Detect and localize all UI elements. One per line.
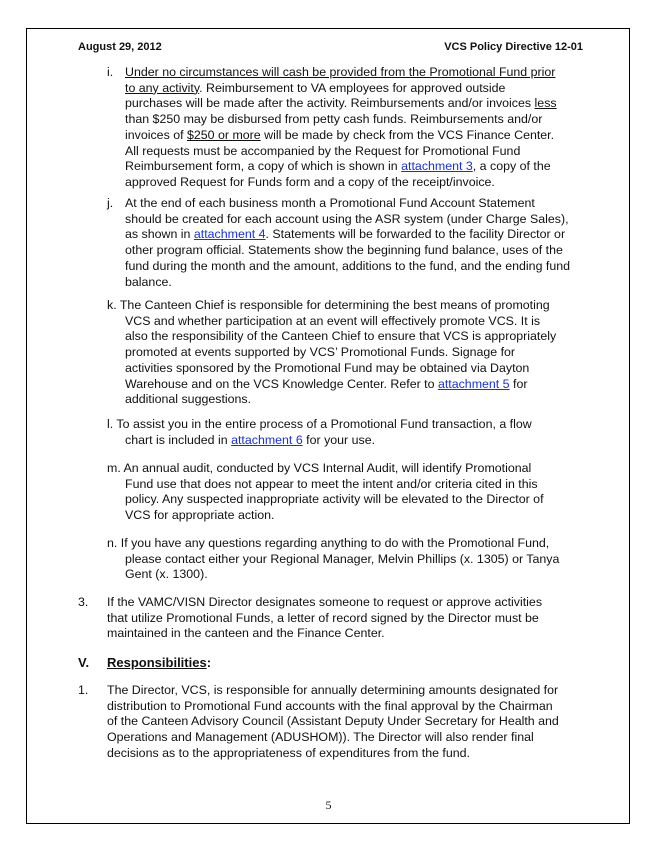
text-line: approved Request for Funds form and a copy of the receipt/invoice. (125, 174, 495, 189)
text-line: Fund use that does not appear to meet the intent and/or criteria cited in this (125, 476, 538, 491)
text-line: decisions as to the appropriateness of expenditures from the fund. (107, 745, 470, 760)
text-underlined: $250 or more (186, 127, 261, 142)
text-line: balance. (125, 274, 172, 289)
item-l (107, 417, 532, 448)
attachment-6-link[interactable]: attachment 6 (231, 432, 303, 447)
item-n (107, 536, 559, 583)
text-line: . Statements will be forwarded to the facility Director or (265, 227, 566, 242)
text-line: Reimbursement form, a copy of which is shown in (125, 159, 402, 174)
text-line: also the responsibility of the Canteen Chief to ensure that VCS is appropriately (125, 329, 557, 344)
text-line: Operations and Management (ADUSHOM)). The Director will also render final (107, 730, 534, 745)
section-v-title: Responsibilities (107, 655, 207, 670)
section-v-title-wrap (107, 655, 211, 670)
text-line: Warehouse and on the VCS Knowledge Center. Refer to (125, 376, 438, 391)
text-line: l. To assist you in the entire process of a Promotional Fund transaction, a flow (107, 417, 532, 431)
text-line: additional suggestions. (125, 392, 252, 407)
text-line: than $250 may be disbursed from petty cash funds. Reimbursements and/or (125, 112, 543, 127)
text-line: for your use. (302, 432, 376, 447)
text-line: distribution to Promotional Fund accounts with the final approval by the Chairman (107, 698, 553, 713)
text-line: promoted at events supported by VCS’ Promotional Funds. Signage for (125, 345, 516, 360)
text-line: At the end of each business month a Promotional Fund Account Statement (125, 196, 535, 210)
text-line: policy. Any suspected inappropriate activity will be elevated to the Director of (125, 492, 544, 507)
text-line: chart is included in (125, 432, 232, 447)
item-1-text (107, 683, 559, 762)
item-i-marker: i. (107, 65, 114, 79)
text-line: maintained in the canteen and the Finance Center. (107, 626, 385, 641)
item-j-text (125, 196, 570, 290)
item-k (107, 298, 556, 408)
text-line: invoices of (125, 127, 187, 142)
attachment-5-link[interactable]: attachment 5 (437, 376, 510, 391)
page-number: 5 (325, 798, 332, 812)
item-3-marker: 3. (78, 595, 89, 609)
text-underlined: to any activity (125, 80, 200, 95)
text-line: Gent (x. 1300). (125, 567, 208, 582)
text-underlined: less (534, 96, 557, 111)
item-j-marker: j. (107, 196, 114, 210)
text-line: other program official. Statements show the beginning fund balance, uses of the (125, 243, 563, 258)
item-i-text (125, 65, 557, 191)
text-line: The Director, VCS, is responsible for annually determining amounts designated for (107, 683, 559, 697)
item-1-marker: 1. (78, 683, 89, 697)
section-v-marker: V. (78, 655, 90, 670)
text-line: purchases will be made after the activity. Reimbursements and/or invoices (125, 96, 535, 111)
text-line: fund during the month and the amount, additions to the fund, and the ending fund (125, 258, 571, 273)
text-line: Under no circumstances will cash be provided from the Promotional Fund prior (125, 65, 556, 79)
text-line: for (509, 376, 528, 391)
text-line: should be created for each account using the ASR system (under Charge Sales), (125, 211, 569, 226)
header-directive: VCS Policy Directive 12-01 (444, 41, 583, 53)
text-line: VCS for appropriate action. (125, 508, 275, 523)
header-date: August 29, 2012 (78, 41, 162, 53)
text-line: , a copy of the (472, 159, 551, 174)
text-line: activities sponsored by the Promotional Fund may be obtained via Dayton (125, 360, 530, 375)
text-line: of the Canteen Advisory Council (Assistant Deputy Under Secretary for Health and (107, 714, 559, 729)
text-line: . Reimbursement to VA employees for approved outside (199, 80, 506, 95)
text-line: m. An annual audit, conducted by VCS Internal Audit, will identify Promotional (107, 461, 532, 475)
text-line: that utilize Promotional Funds, a letter of record signed by the Director must be (107, 610, 539, 625)
text-line: k. The Canteen Chief is responsible for determining the best means of promoting (107, 298, 550, 312)
text-line: as shown in (125, 227, 194, 242)
text-line: VCS and whether participation at an event will effectively promote VCS. It is (125, 313, 541, 328)
text-line: All requests must be accompanied by the Request for Promotional Fund (125, 143, 521, 158)
text-line: n. If you have any questions regarding anything to do with the Promotional Fund, (107, 536, 550, 550)
text-line: please contact either your Regional Manager, Melvin Phillips (x. 1305) or Tanya (125, 551, 560, 566)
item-m (107, 461, 544, 524)
section-v-colon: : (206, 655, 212, 670)
text-line: will be made by check from the VCS Finance Center. (260, 127, 555, 142)
attachment-4-link[interactable]: attachment 4 (193, 227, 266, 242)
item-3-text (107, 595, 542, 642)
text-line: If the VAMC/VISN Director designates someone to request or approve activities (107, 595, 543, 609)
attachment-3-link[interactable]: attachment 3 (401, 159, 473, 174)
